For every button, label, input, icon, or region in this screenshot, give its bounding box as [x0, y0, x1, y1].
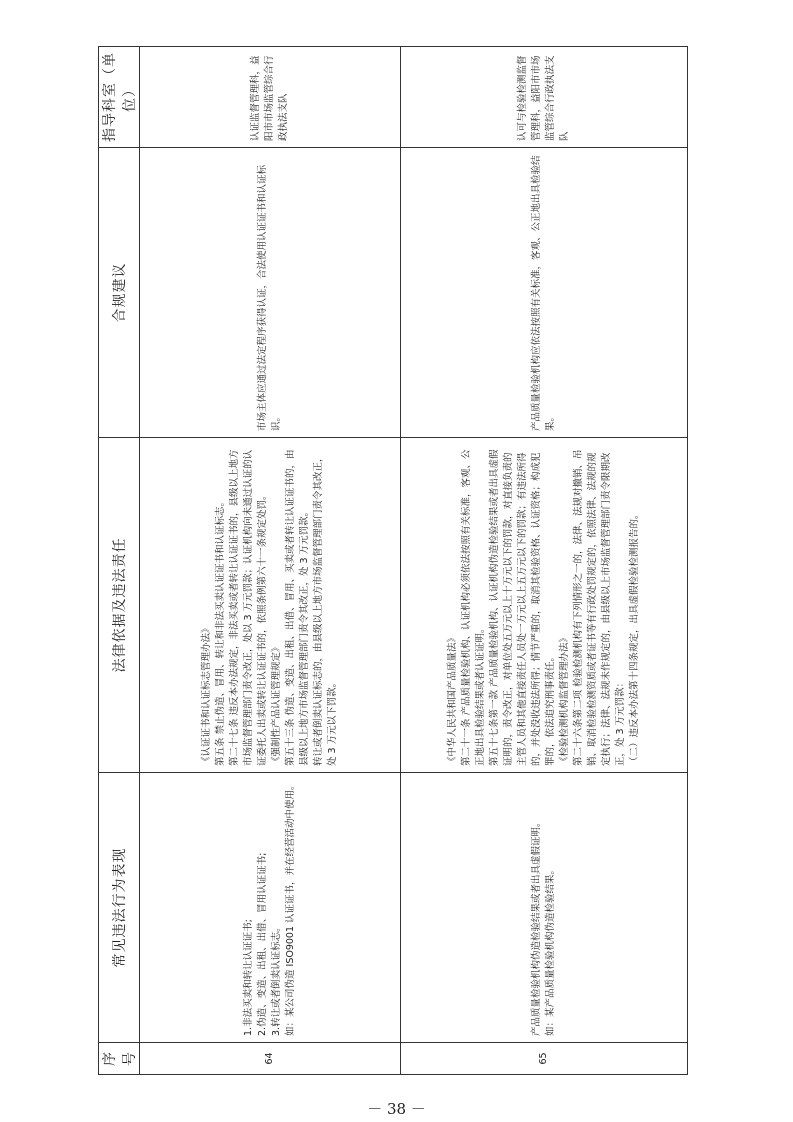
behavior-line: 如：某公司伪造 ISO9001 认证证书，并在经营活动中使用。	[285, 780, 296, 1036]
behavior-line: 产品质量检验机构伪造检验结果或者出具虚假证明。	[531, 817, 542, 1036]
basis-cell	[401, 438, 688, 773]
header-row	[99, 47, 140, 1075]
basis-line: 《强制性产品认证管理规定》	[271, 642, 282, 766]
basis-line: 第五条 禁止伪造、冒用、转让和非法买卖认证证书和认证标志。	[215, 496, 226, 766]
table-row	[401, 47, 688, 1075]
guide-cell: 认证监督管理科，益阳市市场监管综合行政执法支队	[140, 47, 401, 148]
basis-line: 《检验检测机构监督管理办法》	[559, 632, 570, 766]
row-num: 65	[401, 1043, 688, 1075]
header-behavior: 常见违法行为表现	[99, 773, 140, 1043]
table-row	[140, 47, 401, 1075]
basis-line: 第二十七条 违反本办法规定，非法买卖或者转让认证证书的，县级以上地方市场监督管理部门责令改正，处以 3 万元罚款；认证机构向未通过认证的认证委托人出卖或转让认证证书的，依照条例第六十一条规定处罚。	[229, 449, 268, 766]
rotated-table-wrapper	[98, 47, 674, 1075]
basis-line: 第二十一条 产品质量检验机构、认证机构必须依法按照有关标准，客观、公正地出具检验结果或者认证证明。	[461, 449, 486, 766]
behavior-line: 3.转让或者倒卖认证标志。	[271, 922, 282, 1036]
behavior-line: 2.伪造、变造、出租、出借、冒用认证证书;	[257, 852, 268, 1036]
guide-cell: 认可与检验检测监督管理科，益阳市市场监管综合行政执法支队	[401, 47, 688, 148]
row-num: 64	[140, 1043, 401, 1075]
law-table	[98, 46, 688, 1075]
basis-line: 《认证证书和认证标志管理办法》	[201, 623, 212, 766]
behavior-cell	[140, 773, 401, 1043]
header-suggestion: 合规建议	[99, 148, 140, 438]
basis-cell	[140, 438, 401, 773]
page-number: － 38 －	[367, 1100, 426, 1118]
basis-line: 第五十七条第一款 产品质量检验机构、认证机构伪造检验结果或者出具虚假证明的，责令改正，对单位处五万元以上十万元以下的罚款，对直接负责的主管人员和其他直接责任人员处一万元以上五万元以下的罚款；有违法所得的，并处没收违法所得；情节严重的，取消其检验资格、认证资格；构成犯罪的，依法追究刑事责任。	[489, 449, 556, 766]
header-num: 序号	[99, 1043, 140, 1075]
header-guide: 指导科室（单位）	[99, 47, 140, 148]
basis-line: （二）违反本办法第十四条规定，出具虚假检验检测报告的。	[629, 509, 640, 766]
suggestion-cell: 产品质量检验机构应依法按照有关标准，客观、公正地出具检验结果。	[401, 148, 688, 438]
basis-line: 《中华人民共和国产品质量法》	[447, 632, 458, 766]
header-basis: 法律依据及违法责任	[99, 438, 140, 773]
behavior-line: 1.非法买卖和转让认证证书;	[243, 919, 254, 1036]
behavior-cell	[401, 773, 688, 1043]
basis-line: 第二十六条第二项 检验检测机构有下列情形之一的，法律、法规对撤销、吊销、取消检验检测资质或者证书等有行政处罚规定的，依照法律、法规的规定执行；法律、法规未作规定的，由县级以上市场监督管理部门责令限期改正，处 3 万元罚款：	[573, 449, 626, 766]
basis-line: 第五十三条 伪造、变造、出租、出借、冒用、买卖或者转让认证证书的，由县级以上地方市场监督管理部门责令其改正，处 3 万元罚款。	[285, 449, 310, 766]
suggestion-cell: 市场主体应通过法定程序获得认证，合法使用认证证书和认证标识。	[140, 148, 401, 438]
behavior-line: 如：某产品质量检验机构伪造检验结果。	[545, 864, 556, 1036]
basis-line: 转让或者倒卖认证标志的，由县级以上地方市场监督管理部门责令其改正，处 3 万元以下罚款。	[313, 452, 338, 766]
